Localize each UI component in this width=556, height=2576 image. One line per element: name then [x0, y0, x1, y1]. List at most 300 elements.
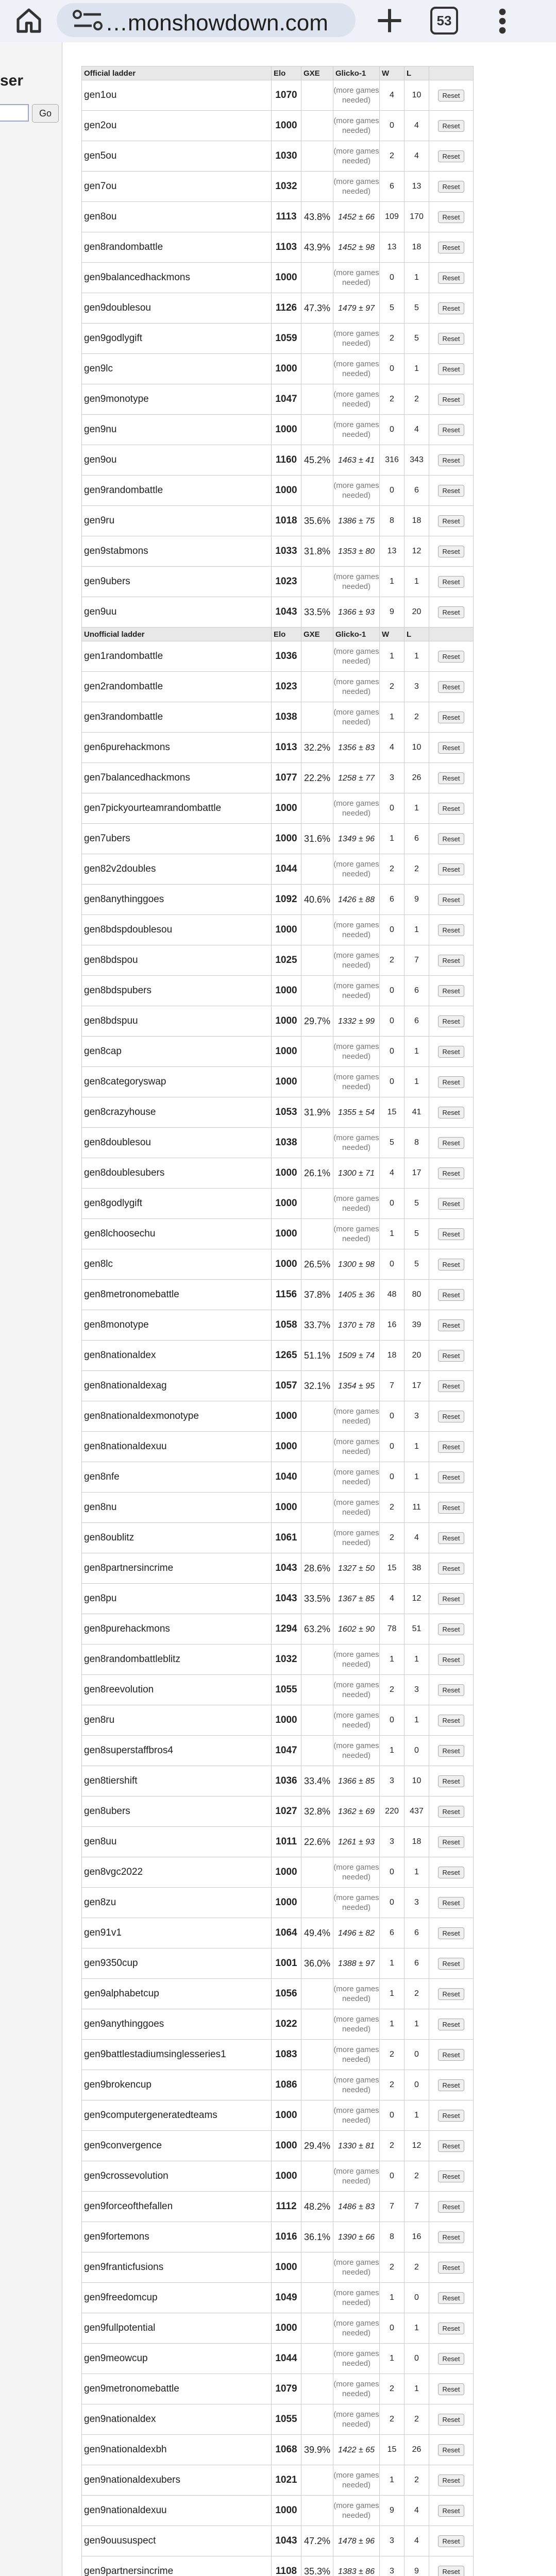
reset-button[interactable]: Reset: [438, 2535, 465, 2547]
losses-cell: 18: [405, 506, 429, 536]
reset-button[interactable]: Reset: [438, 2140, 465, 2152]
elo-cell: 1033: [272, 536, 301, 567]
reset-button[interactable]: Reset: [438, 2383, 465, 2395]
elo-cell: 1000: [272, 1493, 301, 1523]
format-cell: gen8vgc2022: [82, 1857, 272, 1888]
ladder-row: [82, 141, 474, 172]
wins-cell: 0: [380, 1006, 405, 1037]
gxe-cell: 26.5%: [301, 1249, 333, 1280]
reset-button[interactable]: Reset: [438, 1259, 465, 1270]
reset-cell: [429, 2374, 474, 2404]
wins-cell: 0: [380, 1888, 405, 1918]
elo-cell: 1049: [272, 2283, 301, 2313]
losses-cell: 1: [405, 915, 429, 945]
reset-button[interactable]: Reset: [438, 985, 465, 997]
reset-cell: [429, 476, 474, 506]
gxe-cell: [301, 1128, 333, 1158]
gxe-cell: 29.4%: [301, 2131, 333, 2161]
reset-cell: [429, 1979, 474, 2009]
glicko-cell: (more games needed): [333, 2496, 380, 2526]
losses-cell: 2: [405, 2404, 429, 2435]
new-tab-icon[interactable]: [374, 5, 405, 36]
reset-button[interactable]: Reset: [438, 2019, 465, 2030]
reset-cell: [429, 2435, 474, 2465]
losses-cell: 1: [405, 1037, 429, 1067]
losses-cell: 1: [405, 1645, 429, 1675]
header-glicko: Glicko-1: [333, 66, 380, 80]
glicko-cell: (more games needed): [333, 1523, 380, 1553]
ladder-row: [82, 1645, 474, 1675]
reset-button[interactable]: Reset: [438, 1563, 465, 1574]
reset-button[interactable]: Reset: [438, 333, 465, 345]
reset-button[interactable]: Reset: [438, 181, 465, 193]
format-cell: gen8randombattleblitz: [82, 1645, 272, 1675]
reset-button[interactable]: Reset: [438, 606, 465, 618]
format-cell: gen9ru: [82, 506, 272, 536]
gxe-cell: [301, 2070, 333, 2100]
gxe-cell: [301, 2161, 333, 2192]
glicko-cell: 1353 ± 80: [333, 536, 380, 567]
losses-cell: 3: [405, 1888, 429, 1918]
wins-cell: 2: [380, 1523, 405, 1553]
elo-cell: 1000: [272, 476, 301, 506]
elo-cell: 1000: [272, 2252, 301, 2283]
reset-button[interactable]: Reset: [438, 1076, 465, 1088]
gxe-cell: [301, 1979, 333, 2009]
reset-cell: [429, 445, 474, 476]
wins-cell: 3: [380, 1766, 405, 1797]
reset-button[interactable]: Reset: [438, 2049, 465, 2061]
reset-button[interactable]: Reset: [438, 394, 465, 405]
gxe-cell: [301, 976, 333, 1006]
ladder-row: [82, 2313, 474, 2344]
wins-cell: 0: [380, 1401, 405, 1432]
format-cell: gen82v2doubles: [82, 854, 272, 885]
reset-button[interactable]: Reset: [438, 2262, 465, 2274]
reset-button[interactable]: Reset: [438, 2079, 465, 2091]
reset-button[interactable]: Reset: [438, 272, 465, 284]
glicko-cell: 1300 ± 71: [333, 1158, 380, 1189]
format-cell: gen9partnersincrime: [82, 2556, 272, 2576]
address-bar[interactable]: [57, 3, 356, 37]
reset-button[interactable]: Reset: [438, 1289, 465, 1301]
format-cell: gen9350cup: [82, 1948, 272, 1979]
ladder-row: [82, 733, 474, 763]
header-l: L: [405, 66, 429, 80]
glicko-cell: 1327 ± 50: [333, 1553, 380, 1584]
ladder-row: [82, 597, 474, 628]
ladder-row: [82, 915, 474, 945]
reset-button[interactable]: Reset: [438, 302, 465, 314]
losses-cell: 80: [405, 1280, 429, 1310]
glicko-cell: 1602 ± 90: [333, 1614, 380, 1645]
losses-cell: 1: [405, 793, 429, 824]
format-cell: gen8categoryswap: [82, 1067, 272, 1097]
reset-button[interactable]: Reset: [438, 924, 465, 936]
glicko-cell: (more games needed): [333, 1736, 380, 1766]
reset-button[interactable]: Reset: [438, 742, 465, 754]
ladder-row: [82, 80, 474, 111]
losses-cell: 0: [405, 2344, 429, 2374]
reset-cell: [429, 1857, 474, 1888]
losses-cell: 6: [405, 1918, 429, 1948]
wins-cell: 0: [380, 1249, 405, 1280]
glicko-cell: (more games needed): [333, 2040, 380, 2070]
losses-cell: 20: [405, 597, 429, 628]
elo-cell: 1023: [272, 672, 301, 702]
format-cell: gen8nfe: [82, 1462, 272, 1493]
reset-button[interactable]: Reset: [438, 1593, 465, 1605]
reset-button[interactable]: Reset: [438, 120, 465, 132]
reset-button[interactable]: Reset: [438, 363, 465, 375]
elo-cell: 1000: [272, 793, 301, 824]
reset-button[interactable]: Reset: [438, 454, 465, 466]
glicko-cell: 1383 ± 86: [333, 2556, 380, 2576]
reset-cell: [429, 324, 474, 354]
reset-cell: [429, 733, 474, 763]
reset-button[interactable]: Reset: [438, 1471, 465, 1483]
elo-cell: 1126: [272, 293, 301, 324]
reset-button[interactable]: Reset: [438, 2292, 465, 2304]
wins-cell: 1: [380, 1948, 405, 1979]
format-cell: gen5ou: [82, 141, 272, 172]
reset-cell: [429, 1310, 474, 1341]
reset-button[interactable]: Reset: [438, 1411, 465, 1422]
format-cell: gen8bdspou: [82, 945, 272, 976]
ladder-row: [82, 1432, 474, 1462]
reset-cell: [429, 1523, 474, 1553]
elo-cell: 1011: [272, 1827, 301, 1857]
reset-button[interactable]: Reset: [438, 546, 465, 557]
reset-button[interactable]: Reset: [438, 1015, 465, 1027]
reset-button[interactable]: Reset: [438, 1198, 465, 1210]
reset-cell: [429, 1037, 474, 1067]
wins-cell: 0: [380, 2161, 405, 2192]
reset-button[interactable]: Reset: [438, 485, 465, 497]
elo-cell: 1000: [272, 111, 301, 141]
losses-cell: 26: [405, 763, 429, 793]
reset-button[interactable]: Reset: [438, 90, 465, 101]
gxe-cell: [301, 2374, 333, 2404]
gxe-cell: 35.3%: [301, 2556, 333, 2576]
glicko-cell: 1354 ± 95: [333, 1371, 380, 1401]
elo-cell: 1000: [272, 2161, 301, 2192]
unofficial-header-row: [82, 628, 474, 641]
gxe-cell: [301, 324, 333, 354]
reset-button[interactable]: Reset: [438, 576, 465, 588]
reset-button[interactable]: Reset: [438, 1806, 465, 1818]
losses-cell: 13: [405, 172, 429, 202]
reset-button[interactable]: Reset: [438, 515, 465, 527]
format-cell: gen8lchoosechu: [82, 1219, 272, 1249]
ladder-row: [82, 1584, 474, 1614]
tab-switcher-button[interactable]: 53: [430, 7, 458, 35]
reset-button[interactable]: Reset: [438, 711, 465, 723]
gxe-cell: [301, 1857, 333, 1888]
reset-button[interactable]: Reset: [438, 1167, 465, 1179]
gxe-cell: 51.1%: [301, 1341, 333, 1371]
losses-cell: 4: [405, 2526, 429, 2556]
elo-cell: 1044: [272, 2344, 301, 2374]
ladder-row: [82, 2100, 474, 2131]
glicko-cell: (more games needed): [333, 2100, 380, 2131]
ladder-row: [82, 172, 474, 202]
glicko-cell: (more games needed): [333, 2344, 380, 2374]
reset-button[interactable]: Reset: [438, 1623, 465, 1635]
ladder-row: [82, 1827, 474, 1857]
header-reset: [429, 66, 474, 80]
wins-cell: 2: [380, 2131, 405, 2161]
format-cell: gen9convergence: [82, 2131, 272, 2161]
ladder-row: [82, 1097, 474, 1128]
reset-button[interactable]: Reset: [438, 772, 465, 784]
reset-button[interactable]: Reset: [438, 1137, 465, 1149]
reset-button[interactable]: Reset: [438, 424, 465, 436]
wins-cell: 15: [380, 2435, 405, 2465]
format-cell: gen8randombattle: [82, 232, 272, 263]
wins-cell: 0: [380, 354, 405, 384]
format-cell: gen9fullpotential: [82, 2313, 272, 2344]
glicko-cell: (more games needed): [333, 2252, 380, 2283]
format-cell: gen7pickyourteamrandombattle: [82, 793, 272, 824]
ladder-row: [82, 1766, 474, 1797]
elo-cell: 1036: [272, 1766, 301, 1797]
format-cell: gen9ubers: [82, 567, 272, 597]
reset-cell: [429, 2344, 474, 2374]
reset-cell: [429, 1219, 474, 1249]
reset-button[interactable]: Reset: [438, 681, 465, 693]
glicko-cell: (more games needed): [333, 976, 380, 1006]
reset-cell: [429, 2496, 474, 2526]
losses-cell: 343: [405, 445, 429, 476]
losses-cell: 8: [405, 1128, 429, 1158]
elo-cell: 1000: [272, 1067, 301, 1097]
glicko-cell: 1300 ± 98: [333, 1249, 380, 1280]
reset-cell: [429, 567, 474, 597]
wins-cell: 16: [380, 1310, 405, 1341]
elo-cell: 1000: [272, 1857, 301, 1888]
gxe-cell: [301, 2496, 333, 2526]
reset-button[interactable]: Reset: [438, 2171, 465, 2182]
gxe-cell: [301, 945, 333, 976]
elo-cell: 1061: [272, 1523, 301, 1553]
elo-cell: 1032: [272, 172, 301, 202]
gxe-cell: [301, 1037, 333, 1067]
reset-button[interactable]: Reset: [438, 211, 465, 223]
reset-button[interactable]: Reset: [438, 1046, 465, 1058]
reset-button[interactable]: Reset: [438, 863, 465, 875]
gxe-cell: 33.7%: [301, 1310, 333, 1341]
reset-button[interactable]: Reset: [438, 1958, 465, 1970]
ladder-row: [82, 2374, 474, 2404]
glicko-cell: 1370 ± 78: [333, 1310, 380, 1341]
elo-cell: 1000: [272, 2313, 301, 2344]
gxe-cell: 22.6%: [301, 1827, 333, 1857]
wins-cell: 1: [380, 702, 405, 733]
elo-cell: 1077: [272, 763, 301, 793]
elo-cell: 1000: [272, 1219, 301, 1249]
elo-cell: 1057: [272, 1371, 301, 1401]
reset-button[interactable]: Reset: [438, 242, 465, 253]
losses-cell: 0: [405, 1736, 429, 1766]
reset-button[interactable]: Reset: [438, 150, 465, 162]
reset-button[interactable]: Reset: [438, 803, 465, 815]
losses-cell: 12: [405, 1584, 429, 1614]
reset-button[interactable]: Reset: [438, 2231, 465, 2243]
format-cell: gen8ubers: [82, 1797, 272, 1827]
elo-cell: 1000: [272, 1432, 301, 1462]
glicko-cell: (more games needed): [333, 2070, 380, 2100]
wins-cell: 2: [380, 2070, 405, 2100]
reset-button[interactable]: Reset: [438, 1867, 465, 1878]
wins-cell: 3: [380, 763, 405, 793]
reset-button[interactable]: Reset: [438, 1441, 465, 1453]
format-cell: gen9ou: [82, 445, 272, 476]
reset-button[interactable]: Reset: [438, 1532, 465, 1544]
elo-cell: 1160: [272, 445, 301, 476]
header-glicko: Glicko-1: [333, 628, 380, 641]
reset-cell: [429, 1432, 474, 1462]
gxe-cell: [301, 672, 333, 702]
gxe-cell: [301, 2313, 333, 2344]
reset-button[interactable]: Reset: [438, 1319, 465, 1331]
more-menu-icon[interactable]: [497, 7, 508, 35]
reset-cell: [429, 1128, 474, 1158]
elo-cell: 1086: [272, 2070, 301, 2100]
gxe-cell: 36.1%: [301, 2222, 333, 2252]
losses-cell: 17: [405, 1371, 429, 1401]
reset-cell: [429, 1888, 474, 1918]
ladder-row: [82, 232, 474, 263]
reset-button[interactable]: Reset: [438, 2201, 465, 2213]
ladder-row: [82, 824, 474, 854]
glicko-cell: (more games needed): [333, 2465, 380, 2496]
ladder-row: [82, 1189, 474, 1219]
wins-cell: 18: [380, 1341, 405, 1371]
reset-button[interactable]: Reset: [438, 1836, 465, 1848]
reset-cell: [429, 354, 474, 384]
reset-button[interactable]: Reset: [438, 1107, 465, 1118]
format-cell: gen9godlygift: [82, 324, 272, 354]
reset-button[interactable]: Reset: [438, 2414, 465, 2426]
reset-cell: [429, 976, 474, 1006]
reset-button[interactable]: Reset: [438, 1988, 465, 2000]
reset-button[interactable]: Reset: [438, 1684, 465, 1696]
header-l: L: [405, 628, 429, 641]
format-cell: gen9freedomcup: [82, 2283, 272, 2313]
ladder-row: [82, 1067, 474, 1097]
wins-cell: 15: [380, 1097, 405, 1128]
elo-cell: 1108: [272, 2556, 301, 2576]
url-text[interactable]: …monshowdown.com: [105, 10, 328, 36]
reset-cell: [429, 293, 474, 324]
reset-cell: [429, 641, 474, 672]
reset-button[interactable]: Reset: [438, 1897, 465, 1909]
format-cell: gen8crazyhouse: [82, 1097, 272, 1128]
reset-button[interactable]: Reset: [438, 955, 465, 967]
reset-button[interactable]: Reset: [438, 1715, 465, 1726]
reset-button[interactable]: Reset: [438, 2475, 465, 2486]
losses-cell: 5: [405, 324, 429, 354]
gxe-cell: 28.6%: [301, 1553, 333, 1584]
reset-button[interactable]: Reset: [438, 1380, 465, 1392]
reset-button[interactable]: Reset: [438, 651, 465, 663]
home-icon[interactable]: [14, 6, 43, 35]
wins-cell: 0: [380, 1067, 405, 1097]
losses-cell: 1: [405, 1462, 429, 1493]
losses-cell: 6: [405, 1006, 429, 1037]
wins-cell: 1: [380, 824, 405, 854]
reset-button[interactable]: Reset: [438, 2566, 465, 2576]
losses-cell: 6: [405, 976, 429, 1006]
wins-cell: 4: [380, 1158, 405, 1189]
glicko-cell: (more games needed): [333, 324, 380, 354]
ladder-row: [82, 445, 474, 476]
gxe-cell: [301, 854, 333, 885]
gxe-cell: [301, 1523, 333, 1553]
gxe-cell: 33.4%: [301, 1766, 333, 1797]
losses-cell: 10: [405, 80, 429, 111]
glicko-cell: 1356 ± 83: [333, 733, 380, 763]
reset-cell: [429, 1341, 474, 1371]
losses-cell: 2: [405, 2161, 429, 2192]
header-elo: Elo: [272, 66, 301, 80]
format-cell: gen8uu: [82, 1827, 272, 1857]
gxe-cell: 43.9%: [301, 232, 333, 263]
gxe-cell: [301, 1675, 333, 1705]
reset-button[interactable]: Reset: [438, 1350, 465, 1362]
site-info-icon[interactable]: [72, 9, 103, 32]
reset-button[interactable]: Reset: [438, 2323, 465, 2334]
go-button[interactable]: Go: [32, 104, 59, 123]
wins-cell: 0: [380, 1857, 405, 1888]
losses-cell: 18: [405, 1827, 429, 1857]
losses-cell: 16: [405, 2222, 429, 2252]
wins-cell: 4: [380, 80, 405, 111]
user-search-input[interactable]: [0, 104, 29, 122]
reset-button[interactable]: Reset: [438, 1745, 465, 1757]
ladder-row: [82, 641, 474, 672]
reset-button[interactable]: Reset: [438, 2110, 465, 2122]
reset-button[interactable]: Reset: [438, 1502, 465, 1514]
wins-cell: 78: [380, 1614, 405, 1645]
reset-button[interactable]: Reset: [438, 1654, 465, 1666]
reset-button[interactable]: Reset: [438, 833, 465, 845]
glicko-cell: 1349 ± 96: [333, 824, 380, 854]
reset-button[interactable]: Reset: [438, 1927, 465, 1939]
wins-cell: 6: [380, 1918, 405, 1948]
losses-cell: 26: [405, 2435, 429, 2465]
glicko-cell: (more games needed): [333, 1493, 380, 1523]
reset-button[interactable]: Reset: [438, 894, 465, 906]
glicko-cell: 1355 ± 54: [333, 1097, 380, 1128]
wins-cell: 6: [380, 885, 405, 915]
glicko-cell: (more games needed): [333, 1067, 380, 1097]
ladder-row: [82, 1736, 474, 1766]
gxe-cell: [301, 415, 333, 445]
reset-button[interactable]: Reset: [438, 1228, 465, 1240]
ladder-row: [82, 885, 474, 915]
reset-button[interactable]: Reset: [438, 1775, 465, 1787]
reset-button[interactable]: Reset: [438, 2505, 465, 2517]
wins-cell: 0: [380, 476, 405, 506]
wins-cell: 1: [380, 1645, 405, 1675]
reset-cell: [429, 672, 474, 702]
reset-cell: [429, 885, 474, 915]
reset-button[interactable]: Reset: [438, 2353, 465, 2365]
reset-button[interactable]: Reset: [438, 2444, 465, 2456]
losses-cell: 7: [405, 945, 429, 976]
